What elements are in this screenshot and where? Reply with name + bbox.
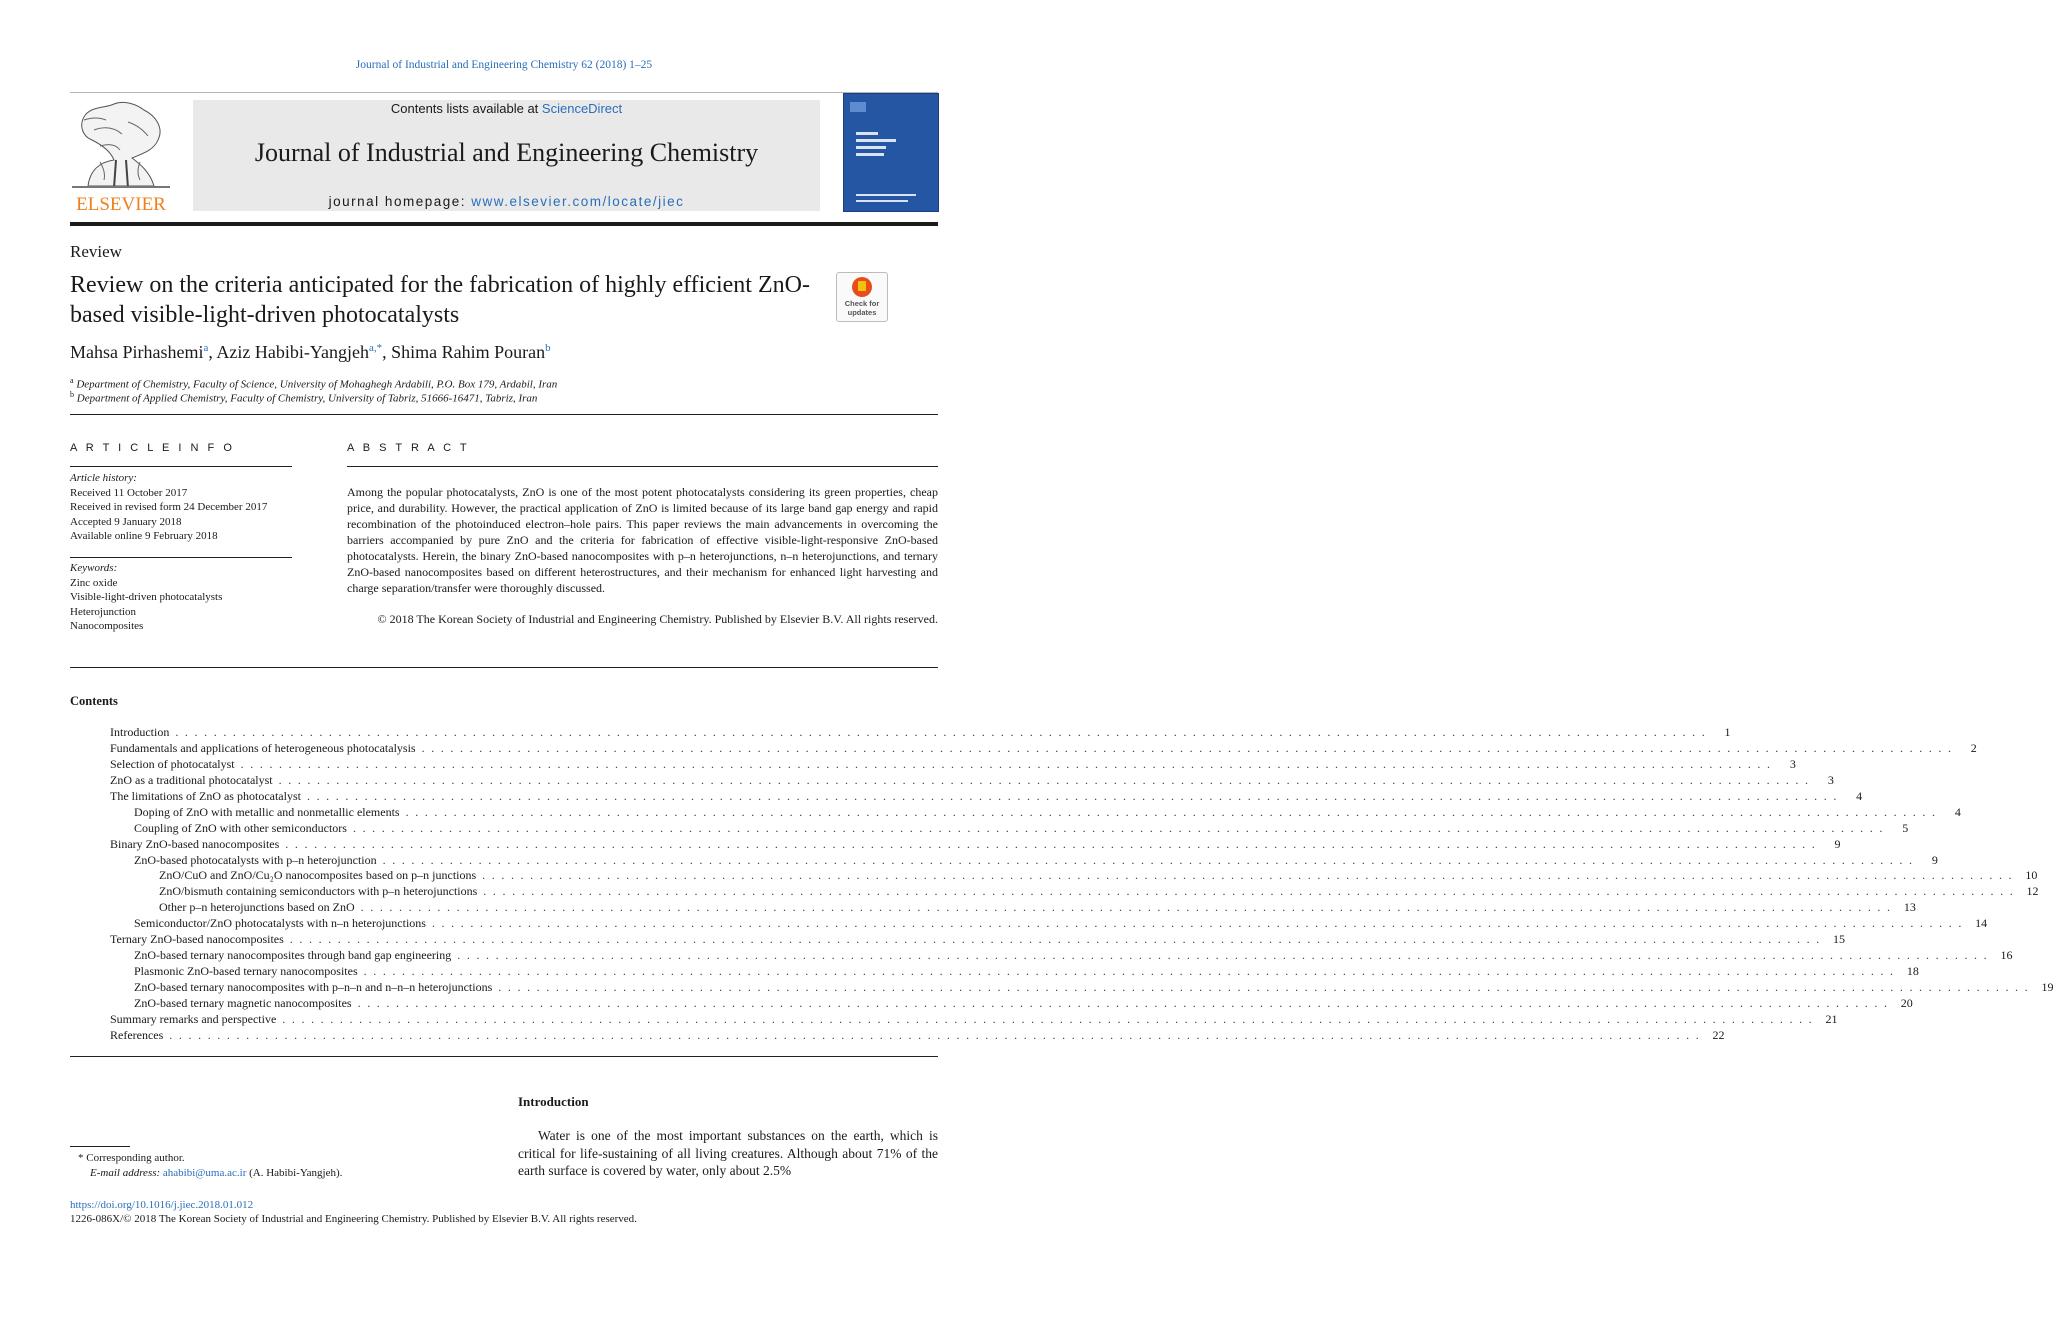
homepage-link[interactable]: www.elsevier.com/locate/jiec	[471, 194, 685, 209]
toc-entry-page: 12	[2026, 884, 2039, 899]
toc-entry-page: 1	[1724, 725, 1731, 739]
journal-reference-link[interactable]: Journal of Industrial and Engineering Chemistry 62 (2018) 1–25	[355, 59, 653, 71]
toc-entry[interactable]	[110, 836, 1841, 853]
author-name[interactable]: Mahsa Pirhashemi	[70, 342, 204, 362]
toc-entry-label[interactable]: Doping of ZnO with metallic and nonmetallic elements	[134, 804, 400, 819]
masthead-bottom-rule	[70, 222, 938, 226]
elsevier-wordmark: ELSEVIER	[76, 194, 166, 215]
toc-leader-dots: . . . . . . . . . . . . . . . . . . . . . . . . . . . . . . . . . . . . . . . . . . . . . . . . . . . . . . . . . . . . . . . . . . . . . . . . . . . . . . . . . . . . . . . . . . . . . . . . . . . . . . . . . . . . . . . . . . . . . . . . . . . . . . . . . . . . . . . . . . . . . . . . . . . . . . . . . . . . . . . .	[405, 804, 1937, 819]
article-history	[70, 471, 267, 544]
toc-leader-dots: . . . . . . . . . . . . . . . . . . . . . . . . . . . . . . . . . . . . . . . . . . . . . . . . . . . . . . . . . . . . . . . . . . . . . . . . . . . . . . . . . . . . . . . . . . . . . . . . . . . . . . . . . . . . . . . . . . . . . . . . . . . . . . . . . . . . . . . . . . . . . . . . . . . . . . . . . . . . . . . .	[498, 980, 2030, 994]
toc-entry-label[interactable]: Coupling of ZnO with other semiconductors	[134, 820, 347, 835]
keyword: Zinc oxide	[70, 576, 118, 589]
toc-leader-dots: . . . . . . . . . . . . . . . . . . . . . . . . . . . . . . . . . . . . . . . . . . . . . . . . . . . . . . . . . . . . . . . . . . . . . . . . . . . . . . . . . . . . . . . . . . . . . . . . . . . . . . . . . . . . . . . . . . . . . . . . . . . . . . . . . . . . . . . . . . . . . . . . . . . . . . . . . . . . . . . .	[175, 725, 1707, 739]
toc-entry-label[interactable]: The limitations of ZnO as photocatalyst	[110, 788, 301, 803]
toc-entry-page: 4	[1954, 804, 1961, 819]
check-for-updates-label: Check for updates	[844, 299, 880, 317]
toc-entry-page: 3	[1789, 756, 1796, 771]
toc-leader-dots: . . . . . . . . . . . . . . . . . . . . . . . . . . . . . . . . . . . . . . . . . . . . . . . . . . . . . . . . . . . . . . . . . . . . . . . . . . . . . . . . . . . . . . . . . . . . . . . . . . . . . . . . . . . . . . . . . . . . . . . . . . . . . . . . . . . . . . . . . . . . . . . . . . . . . . . . . . . . . . . .	[360, 900, 1892, 915]
keywords	[70, 561, 222, 634]
article-info-divider	[70, 557, 292, 558]
toc-entry-label[interactable]: ZnO/CuO and ZnO/Cu₂O nanocomposites based on p–n junctions	[159, 868, 477, 883]
contents-heading: Contents	[70, 694, 118, 708]
introduction-text: Water is one of the most important substances on the earth, which is critical for life-sustaining of all living creatures. Although about 71% of the earth surface is covered by water, only about 2.5%	[518, 1128, 938, 1178]
toc-entry[interactable]	[110, 788, 1863, 805]
toc-leader-dots: . . . . . . . . . . . . . . . . . . . . . . . . . . . . . . . . . . . . . . . . . . . . . . . . . . . . . . . . . . . . . . . . . . . . . . . . . . . . . . . . . . . . . . . . . . . . . . . . . . . . . . . . . . . . . . . . . . . . . . . . . . . . . . . . . . . . . . . . . . . . . . . . . . . . . . . . . . . . . . . .	[278, 772, 1810, 787]
toc-entry-label[interactable]: Selection of photocatalyst	[110, 756, 235, 771]
author-affiliation-mark[interactable]: a	[203, 342, 209, 354]
toc-entry-label[interactable]: ZnO-based ternary nanocomposites through band gap engineering	[134, 948, 452, 963]
toc-entry-page: 2	[1970, 740, 1977, 755]
affiliation-text: Department of Applied Chemistry, Faculty of Chemistry, University of Tabriz, 51666-16471, Tabriz, Iran	[76, 392, 538, 405]
toc-entry-page: 18	[1906, 964, 1919, 979]
toc-leader-dots: . . . . . . . . . . . . . . . . . . . . . . . . . . . . . . . . . . . . . . . . . . . . . . . . . . . . . . . . . . . . . . . . . . . . . . . . . . . . . . . . . . . . . . . . . . . . . . . . . . . . . . . . . . . . . . . . . . . . . . . . . . . . . . . . . . . . . . . . . . . . . . . . . . . . . . . . . . . . . . . .	[169, 1027, 1701, 1042]
email-owner: (A. Habibi-Yangjeh).	[249, 1167, 343, 1179]
toc-entry-label[interactable]: Fundamentals and applications of heterogeneous photocatalysis	[110, 740, 416, 755]
affiliation-text: Department of Chemistry, Faculty of Science, University of Mohaghegh Ardabili, P.O. Box 179, Ardabil, Iran	[76, 378, 558, 391]
history-entry: Received in revised form 24 December 2017	[70, 501, 268, 513]
affiliation-mark: a	[70, 376, 74, 385]
homepage-prefix: journal homepage:	[328, 194, 466, 209]
check-for-updates-button[interactable]	[836, 272, 888, 322]
toc-entry[interactable]	[110, 884, 2039, 900]
toc-entry-label[interactable]: Binary ZnO-based nanocomposites	[110, 836, 280, 851]
toc-entry-page: 16	[2000, 948, 2013, 963]
elsevier-logo[interactable]	[70, 100, 172, 214]
doi-link[interactable]: https://doi.org/10.1016/j.jiec.2018.01.012	[70, 1199, 254, 1211]
toc-leader-dots: . . . . . . . . . . . . . . . . . . . . . . . . . . . . . . . . . . . . . . . . . . . . . . . . . . . . . . . . . . . . . . . . . . . . . . . . . . . . . . . . . . . . . . . . . . . . . . . . . . . . . . . . . . . . . . . . . . . . . . . . . . . . . . . . . . . . . . . . . . . . . . . . . . . . . . . . . . . . . . . .	[457, 948, 1989, 963]
keyword: Nanocomposites	[70, 620, 144, 632]
toc-entry-label[interactable]: ZnO-based ternary nanocomposites with p–n–n and n–n–n heterojunctions	[134, 980, 493, 994]
footnote-divider	[70, 1146, 130, 1147]
toc-entry-page: 5	[1902, 820, 1909, 835]
history-entry: Received 11 October 2017	[70, 486, 188, 499]
toc-entry-page: 21	[1825, 1011, 1838, 1026]
toc-entry-label[interactable]: Semiconductor/ZnO photocatalysts with n–n heterojunctions	[134, 916, 426, 931]
author-name[interactable]: Aziz Habibi-Yangjeh	[216, 342, 370, 362]
toc-entry[interactable]	[110, 932, 1845, 948]
cover-badge	[850, 102, 866, 112]
history-entry: Available online 9 February 2018	[70, 530, 218, 542]
toc-leader-dots: . . . . . . . . . . . . . . . . . . . . . . . . . . . . . . . . . . . . . . . . . . . . . . . . . . . . . . . . . . . . . . . . . . . . . . . . . . . . . . . . . . . . . . . . . . . . . . . . . . . . . . . . . . . . . . . . . . . . . . . . . . . . . . . . . . . . . . . . . . . . . . . . . . . . . . . . . . . . . . . .	[382, 852, 1914, 867]
toc-entry-page: 10	[2025, 868, 2038, 883]
toc-leader-dots: . . . . . . . . . . . . . . . . . . . . . . . . . . . . . . . . . . . . . . . . . . . . . . . . . . . . . . . . . . . . . . . . . . . . . . . . . . . . . . . . . . . . . . . . . . . . . . . . . . . . . . . . . . . . . . . . . . . . . . . . . . . . . . . . . . . . . . . . . . . . . . . . . . . . . . . . . . . . . . . .	[285, 836, 1817, 851]
history-entry: Accepted 9 January 2018	[70, 515, 182, 528]
toc-entry[interactable]	[110, 948, 2013, 964]
toc-entry[interactable]	[110, 756, 1796, 773]
toc-entry-label[interactable]: Plasmonic ZnO-based ternary nanocomposites	[134, 964, 358, 979]
toc-leader-dots: . . . . . . . . . . . . . . . . . . . . . . . . . . . . . . . . . . . . . . . . . . . . . . . . . . . . . . . . . . . . . . . . . . . . . . . . . . . . . . . . . . . . . . . . . . . . . . . . . . . . . . . . . . . . . . . . . . . . . . . . . . . . . . . . . . . . . . . . . . . . . . . . . . . . . . . . . . . . . . . .	[482, 868, 2014, 883]
toc-entry[interactable]	[110, 820, 1909, 837]
article-info-divider	[70, 466, 292, 467]
toc-leader-dots: . . . . . . . . . . . . . . . . . . . . . . . . . . . . . . . . . . . . . . . . . . . . . . . . . . . . . . . . . . . . . . . . . . . . . . . . . . . . . . . . . . . . . . . . . . . . . . . . . . . . . . . . . . . . . . . . . . . . . . . . . . . . . . . . . . . . . . . . . . . . . . . . . . . . . . . . . . . . . . . .	[483, 884, 2015, 899]
abstract-text: Among the popular photocatalysts, ZnO is one of the most potent photocatalysts considering its green properties, cheap price, and durability. However, the practical application of ZnO is limited because of its large band gap energy and rapid recombination of the photoinduced electron–hole pairs. This paper reviews the main advancements in overcoming the barriers accompanied by pure ZnO and the criteria for fabrication of effective visible-light-responsive ZnO-based photocatalysts. Herein, the binary ZnO-based nanocomposites with p–n heterojunctions, n–n heterojunctions, and ternary ZnO-based nanocomposites based on different heterostructures, and their mechanism for enhanced light harvesting and charge separation/transfer were thoroughly discussed.	[347, 485, 938, 595]
toc-leader-dots: . . . . . . . . . . . . . . . . . . . . . . . . . . . . . . . . . . . . . . . . . . . . . . . . . . . . . . . . . . . . . . . . . . . . . . . . . . . . . . . . . . . . . . . . . . . . . . . . . . . . . . . . . . . . . . . . . . . . . . . . . . . . . . . . . . . . . . . . . . . . . . . . . . . . . . . . . . . . . . . .	[431, 916, 1964, 931]
toc-leader-dots: . . . . . . . . . . . . . . . . . . . . . . . . . . . . . . . . . . . . . . . . . . . . . . . . . . . . . . . . . . . . . . . . . . . . . . . . . . . . . . . . . . . . . . . . . . . . . . . . . . . . . . . . . . . . . . . . . . . . . . . . . . . . . . . . . . . . . . . . . . . . . . . . . . . . . . . . . . . . . . . .	[306, 788, 1839, 803]
journal-cover-thumbnail[interactable]	[843, 93, 939, 212]
author-name[interactable]: Shima Rahim Pouran	[391, 342, 546, 362]
toc-entry-page: 22	[1712, 1027, 1725, 1042]
keywords-heading: Keywords:	[70, 562, 118, 574]
affiliation-mark: b	[70, 390, 74, 399]
cover-footer-line	[856, 200, 908, 202]
toc-entry[interactable]	[110, 980, 2053, 996]
issn-copyright-line: 1226-086X/© 2018 The Korean Society of Industrial and Engineering Chemistry. Published by Elsevier B.V. All rights reserved.	[70, 1213, 637, 1225]
toc-leader-dots: . . . . . . . . . . . . . . . . . . . . . . . . . . . . . . . . . . . . . . . . . . . . . . . . . . . . . . . . . . . . . . . . . . . . . . . . . . . . . . . . . . . . . . . . . . . . . . . . . . . . . . . . . . . . . . . . . . . . . . . . . . . . . . . . . . . . . . . . . . . . . . . . . . . . . . . . . . . . . . . .	[352, 820, 1885, 835]
toc-entry[interactable]	[110, 868, 2038, 884]
cover-title-line	[856, 139, 896, 142]
introduction-heading: Introduction	[518, 1094, 589, 1109]
elsevier-tree-icon	[70, 100, 172, 214]
toc-entry-page: 4	[1856, 788, 1863, 803]
toc-entry-page: 9	[1834, 836, 1841, 851]
toc-entry-label[interactable]: Introduction	[110, 725, 170, 739]
toc-entry-label[interactable]: ZnO/bismuth containing semiconductors with p–n heterojunctions	[159, 884, 478, 899]
toc-entry[interactable]	[110, 852, 1938, 869]
journal-homepage	[193, 194, 820, 209]
toc-entry[interactable]	[110, 995, 1913, 1012]
article-history-heading: Article history:	[70, 472, 137, 484]
abstract-heading: A B S T R A C T	[347, 442, 470, 454]
toc-entry-page: 13	[1903, 900, 1916, 915]
corresponding-author-label: Corresponding author.	[86, 1152, 185, 1164]
toc-leader-dots: . . . . . . . . . . . . . . . . . . . . . . . . . . . . . . . . . . . . . . . . . . . . . . . . . . . . . . . . . . . . . . . . . . . . . . . . . . . . . . . . . . . . . . . . . . . . . . . . . . . . . . . . . . . . . . . . . . . . . . . . . . . . . . . . . . . . . . . . . . . . . . . . . . . . . . . . . . . . . . . .	[240, 756, 1772, 771]
toc-entry[interactable]	[110, 964, 1919, 980]
toc-entry-label[interactable]: Ternary ZnO-based nanocomposites	[110, 932, 284, 947]
footnote-mark: *	[78, 1152, 84, 1164]
bookmark-icon	[858, 281, 866, 291]
article-type: Review	[70, 242, 122, 261]
toc-entry-page: 9	[1931, 852, 1938, 867]
toc-leader-dots: . . . . . . . . . . . . . . . . . . . . . . . . . . . . . . . . . . . . . . . . . . . . . . . . . . . . . . . . . . . . . . . . . . . . . . . . . . . . . . . . . . . . . . . . . . . . . . . . . . . . . . . . . . . . . . . . . . . . . . . . . . . . . . . . . . . . . . . . . . . . . . . . . . . . . . . . . . . . . . . .	[421, 740, 1953, 755]
toc-entry[interactable]	[110, 804, 1961, 821]
masthead-top-rule	[70, 92, 938, 93]
toc-entry[interactable]	[110, 725, 1731, 741]
toc-leader-dots: . . . . . . . . . . . . . . . . . . . . . . . . . . . . . . . . . . . . . . . . . . . . . . . . . . . . . . . . . . . . . . . . . . . . . . . . . . . . . . . . . . . . . . . . . . . . . . . . . . . . . . . . . . . . . . . . . . . . . . . . . . . . . . . . . . . . . . . . . . . . . . . . . . . . . . . . . . . . . . . .	[282, 1011, 1814, 1026]
section-divider	[70, 1056, 938, 1057]
toc-leader-dots: . . . . . . . . . . . . . . . . . . . . . . . . . . . . . . . . . . . . . . . . . . . . . . . . . . . . . . . . . . . . . . . . . . . . . . . . . . . . . . . . . . . . . . . . . . . . . . . . . . . . . . . . . . . . . . . . . . . . . . . . . . . . . . . . . . . . . . . . . . . . . . . . . . . . . . . . . . . . . . . .	[363, 964, 1895, 979]
abstract-divider	[347, 466, 938, 467]
article-info-heading: A R T I C L E I N F O	[70, 442, 235, 454]
toc-entry-label[interactable]: ZnO-based photocatalysts with p–n heterojunction	[134, 852, 377, 867]
table-of-contents	[110, 725, 2053, 1044]
affiliation	[70, 390, 537, 405]
cover-title-line	[856, 146, 886, 149]
article-title: Review on the criteria anticipated for the fabrication of highly efficient ZnO-based visible-light-driven photocatalysts	[70, 272, 810, 328]
affiliation	[70, 376, 557, 391]
toc-entry[interactable]	[110, 1027, 1725, 1044]
abstract-copyright: © 2018 The Korean Society of Industrial and Engineering Chemistry. Published by Elsevier B.V. All rights reserved.	[377, 612, 938, 626]
cover-title-line	[856, 132, 878, 135]
toc-leader-dots: . . . . . . . . . . . . . . . . . . . . . . . . . . . . . . . . . . . . . . . . . . . . . . . . . . . . . . . . . . . . . . . . . . . . . . . . . . . . . . . . . . . . . . . . . . . . . . . . . . . . . . . . . . . . . . . . . . . . . . . . . . . . . . . . . . . . . . . . . . . . . . . . . . . . . . . . . . . . . . . .	[357, 995, 1889, 1010]
cover-footer-line	[856, 194, 916, 196]
contents-prefix: Contents lists available at	[390, 101, 539, 116]
toc-entry-label[interactable]: ZnO-based ternary magnetic nanocomposites	[134, 995, 352, 1010]
section-divider	[70, 667, 938, 668]
toc-entry-page: 20	[1900, 995, 1913, 1010]
author-list: Mahsa Pirhashemi$^a$, Aziz Habibi-Yangjeh$^{a,*}$, Shima Rahim Pouran$^b$	[70, 342, 551, 362]
toc-entry-label[interactable]: Summary remarks and perspective	[110, 1011, 277, 1026]
contents-availability	[193, 101, 820, 116]
keyword: Heterojunction	[70, 605, 136, 618]
sciencedirect-link[interactable]: ScienceDirect	[541, 101, 623, 116]
author-affiliation-mark[interactable]: b	[545, 342, 551, 354]
toc-entry-page: 3	[1827, 772, 1834, 787]
keyword: Visible-light-driven photocatalysts	[70, 591, 223, 603]
toc-entry[interactable]	[110, 900, 1916, 916]
toc-entry-label[interactable]: References	[110, 1027, 164, 1042]
toc-entry-page: 15	[1832, 932, 1845, 947]
email-link[interactable]: ahabibi@uma.ac.ir	[162, 1167, 247, 1179]
author-affiliation-mark[interactable]: a,*	[369, 342, 383, 354]
toc-entry[interactable]	[110, 1011, 1838, 1028]
toc-entry[interactable]	[110, 772, 1834, 789]
toc-entry-page: 14	[1975, 916, 1988, 931]
corresponding-author-footnote	[78, 1151, 342, 1181]
toc-entry-label[interactable]: Other p–n heterojunctions based on ZnO	[159, 900, 355, 915]
toc-leader-dots: . . . . . . . . . . . . . . . . . . . . . . . . . . . . . . . . . . . . . . . . . . . . . . . . . . . . . . . . . . . . . . . . . . . . . . . . . . . . . . . . . . . . . . . . . . . . . . . . . . . . . . . . . . . . . . . . . . . . . . . . . . . . . . . . . . . . . . . . . . . . . . . . . . . . . . . . . . . . . . . .	[289, 932, 1821, 947]
cover-title-line	[856, 153, 884, 156]
toc-entry[interactable]	[110, 916, 1988, 932]
toc-entry-label[interactable]: ZnO as a traditional photocatalyst	[110, 772, 273, 787]
section-divider	[70, 414, 938, 415]
journal-title: Journal of Industrial and Engineering Chemistry	[254, 138, 759, 167]
toc-entry[interactable]	[110, 740, 1977, 757]
toc-entry-page: 19	[2041, 980, 2053, 994]
email-label: E-mail address:	[90, 1167, 161, 1179]
